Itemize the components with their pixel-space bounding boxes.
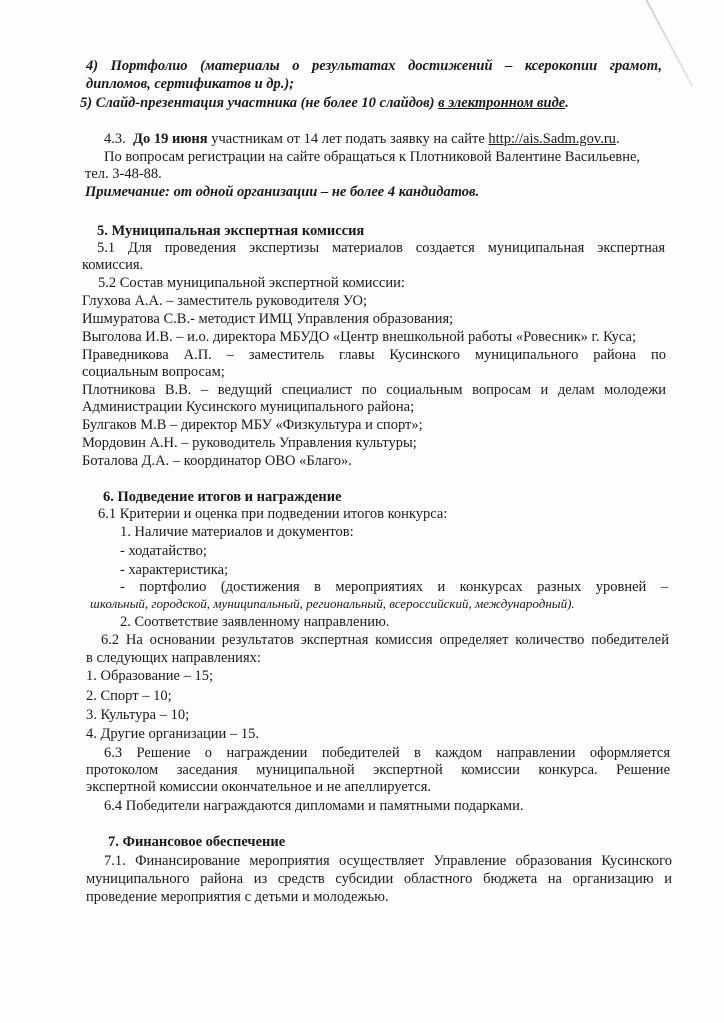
item4-line1: 4) Портфолио (материалы о результатах достижений – ксерокопии грамот,	[86, 58, 662, 74]
direction-4: 4. Другие организации – 15.	[86, 726, 259, 742]
direction-1: 1. Образование – 15;	[86, 668, 214, 684]
direction-2: 2. Спорт – 10;	[86, 688, 172, 704]
s6-3-line1: 6.3 Решение о награждении победителей в каждом направлении оформляется	[104, 745, 670, 761]
s7-1-line2: муниципального района из средств субсидии областного бюджета на организацию и	[86, 871, 672, 887]
criterion-1c-line2: школьный, городской, муниципальный, региональный, всероссийский, международный).	[90, 596, 575, 611]
direction-3: 3. Культура – 10;	[86, 707, 190, 723]
member-4-line1: Праведникова А.П. – заместитель главы Кусинского муниципального района по	[82, 347, 666, 363]
s6-2-line1: 6.2 На основании результатов экспертная комиссия определяет количество победителей	[101, 632, 669, 648]
s7-1-line1: 7.1. Финансирование мероприятия осуществляет Управление образования Кусинского	[104, 853, 672, 869]
s6-4: 6.4 Победители награждаются дипломами и памятными подарками.	[104, 798, 524, 814]
criterion-2: 2. Соответствие заявленному направлению.	[120, 614, 390, 630]
s5-2: 5.2 Состав муниципальной экспертной комиссии:	[98, 275, 405, 291]
p43-text: участникам от 14 лет подать заявку на сайте	[211, 131, 485, 147]
item5-end: .	[565, 95, 569, 111]
criterion-1a: - ходатайство;	[120, 543, 207, 559]
note: Примечание: от одной организации – не более 4 кандидатов.	[85, 184, 480, 200]
member-8: Боталова Д.А. – координатор ОВО «Благо».	[82, 453, 352, 469]
s6-3-line3: экспертной комиссии окончательное и не апеллируется.	[86, 779, 432, 795]
s5-1-line2: комиссия.	[82, 257, 144, 273]
s6-1: 6.1 Критерии и оценка при подведении итогов конкурса:	[98, 506, 448, 522]
s6-2-line2: в следующих направлениях:	[86, 650, 261, 666]
p43-end: .	[615, 131, 620, 147]
criterion-1: 1. Наличие материалов и документов:	[120, 524, 354, 540]
section5-title: 5. Муниципальная экспертная комиссия	[97, 223, 365, 239]
criterion-1b: - характеристика;	[120, 562, 229, 578]
s6-3-line2: протоколом заседания муниципальной экспертной комиссии конкурса. Решение	[86, 762, 670, 778]
member-5-line2: Администрации Кусинского муниципального района;	[82, 399, 415, 415]
p43-date: До 19 июня	[133, 131, 208, 147]
registration-site-link[interactable]: http://ais.Sadm.gov.ru	[488, 131, 616, 147]
s7-1-line3: проведение мероприятия с детьми и молодежью.	[86, 889, 389, 905]
s5-1-line1: 5.1 Для проведения экспертизы материалов создается муниципальная экспертная	[97, 240, 665, 256]
item5	[80, 95, 569, 112]
item5-electronic-link: в электронном виде	[438, 95, 566, 111]
member-2: Ишмуратова С.В.- методист ИМЦ Управления образования;	[82, 311, 454, 327]
member-4-line2: социальным вопросам;	[82, 364, 225, 380]
member-6: Булгаков М.В – директор МБУ «Физкультура и спорт»;	[82, 417, 423, 433]
member-7: Мордовин А.Н. – руководитель Управления культуры;	[82, 435, 417, 451]
section6-title: 6. Подведение итогов и награждение	[103, 489, 342, 505]
contact-line1: По вопросам регистрации на сайте обращаться к Плотниковой Валентине Васильевне,	[104, 149, 641, 165]
paragraph-4-3	[104, 131, 620, 148]
member-1: Глухова А.А. – заместитель руководителя УО;	[82, 293, 367, 309]
p43-number: 4.3.	[104, 131, 126, 147]
member-5-line1: Плотникова В.В. – ведущий специалист по социальным вопросам и делам молодежи	[82, 382, 666, 398]
item4-line2: дипломов, сертификатов и др.);	[86, 76, 294, 92]
contact-line2: тел. 3-48-88.	[85, 166, 162, 182]
item5-text: 5) Слайд-презентация участника (не более 10 слайдов)	[80, 95, 435, 111]
section7-title: 7. Финансовое обеспечение	[108, 834, 286, 850]
criterion-1c-line1: - портфолио (достижения в мероприятиях и конкурсах разных уровней –	[120, 579, 668, 595]
member-3: Выголова И.В. – и.о. директора МБУДО «Центр внешкольной работы «Ровесник» г. Куса;	[82, 329, 636, 345]
